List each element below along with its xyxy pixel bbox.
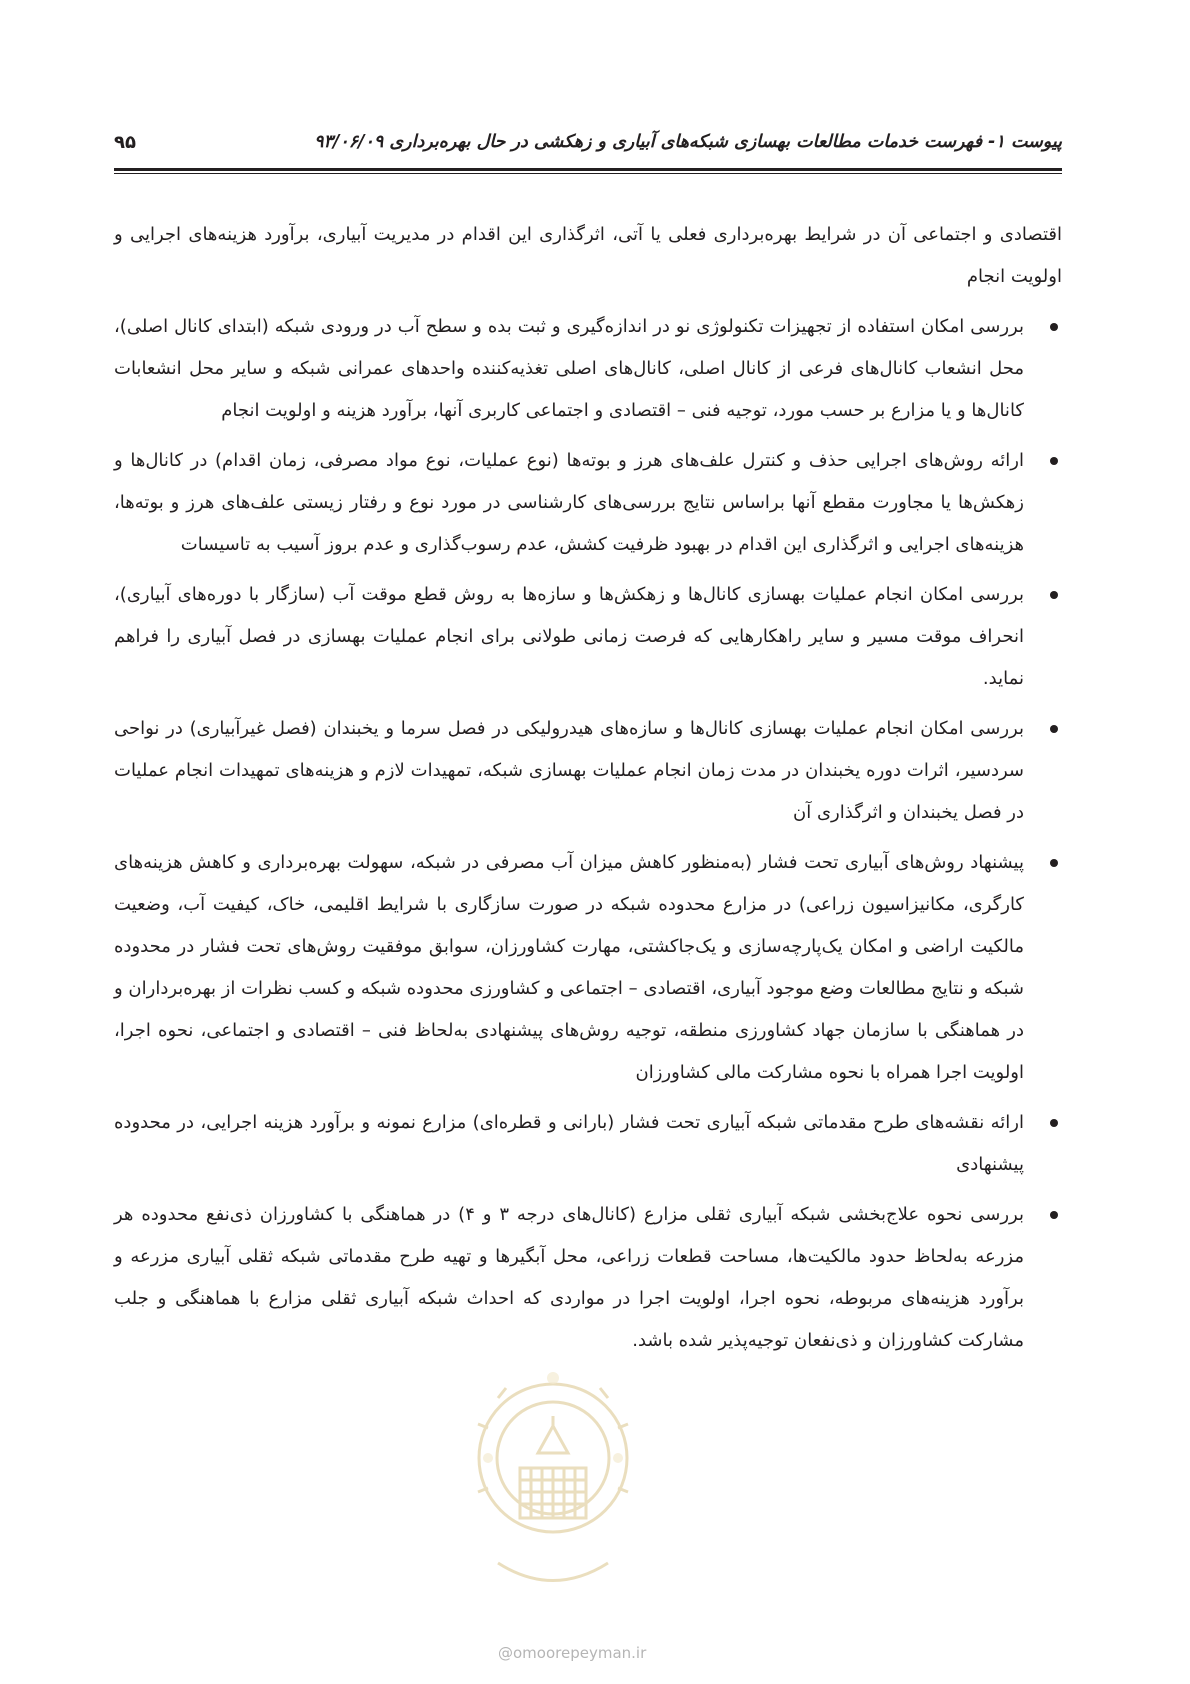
list-item — [114, 1102, 1062, 1186]
list-item — [114, 440, 1062, 566]
list-item — [114, 842, 1062, 1094]
list-item — [114, 306, 1062, 432]
bullet-icon — [1050, 591, 1058, 599]
list-item — [114, 708, 1062, 834]
list-item — [114, 574, 1062, 700]
list-item-text: بررسی نحوه علاج‌بخشی شبکه آبیاری ثقلی مزارع (کانال‌های درجه ۳ و ۴) در هماهنگی با کشاورزان ذی‌نفع محدوده هر مزرعه به‌لحاظ حدود مالکیت‌ها، مساحت قطعات زراعی، محل آبگیرها و تهیه طرح مقدماتی شبکه ثقلی آبیاری مزرعه و برآورد هزینه‌های مربوطه، نحوه اجرا، اولویت اجرا در مواردی که احداث شبکه آبیاری ثقلی مزارع با هماهنگی و جلب مشارکت کشاورزان و ذی‌نفعان توجیه‌پذیر شده باشد. — [114, 1204, 1024, 1351]
bullet-icon — [1050, 859, 1058, 867]
header-rule-thick — [114, 168, 1062, 171]
intro-paragraph: اقتصادی و اجتماعی آن در شرایط بهره‌برداری فعلی یا آتی، اثرگذاری این اقدام در مدیریت آبیاری، برآورد هزینه‌های اجرایی و اولویت انجام — [114, 224, 1062, 287]
list-item-text: بررسی امکان استفاده از تجهیزات تکنولوژی نو در اندازه‌گیری و ثبت بده و سطح آب در ورودی شبکه (ابتدای کانال اصلی)، محل انشعاب کانال‌های فرعی از کانال اصلی، کانال‌های اصلی تغذیه‌کننده واحدهای عمرانی شبکه و سایر محل انشعابات کانال‌ها و یا مزارع بر حسب مورد، توجیه فنی – اقتصادی و اجتماعی کاربری آنها، برآورد هزینه و اولویت انجام — [114, 316, 1024, 421]
header-rule-thin — [114, 173, 1062, 174]
list-item-text: ارائه روش‌های اجرایی حذف و کنترل علف‌های هرز و بوته‌ها (نوع عملیات، نوع مواد مصرفی، زمان اقدام) در کانال‌ها و زهکش‌ها یا مجاورت مقطع آنها براساس نتایج بررسی‌های کارشناسی در مورد نوع و رفتار زیستی علف‌های هرز و بوته‌ها، هزینه‌های اجرایی و اثرگذاری این اقدام در بهبود ظرفیت کشش، عدم رسوب‌گذاری و عدم بروز آسیب به تاسیسات — [114, 450, 1024, 555]
list-item — [114, 1194, 1062, 1362]
bullet-icon — [1050, 725, 1058, 733]
list-item-text: بررسی امکان انجام عملیات بهسازی کانال‌ها و سازه‌های هیدرولیکی در فصل سرما و یخبندان (فصل غیرآبیاری) در نواحی سردسیر، اثرات دوره یخبندان در مدت زمان انجام عملیات بهسازی شبکه، تمهیدات لازم و هزینه‌های تمهیدات انجام عملیات در فصل یخبندان و اثرگذاری آن — [114, 718, 1024, 823]
bullet-icon — [1050, 1211, 1058, 1219]
bullet-icon — [1050, 323, 1058, 331]
list-item-text: ارائه نقشه‌های طرح مقدماتی شبکه آبیاری تحت فشار (بارانی و قطره‌ای) مزارع نمونه و برآورد هزینه اجرایی، در محدوده پیشنهادی — [114, 1112, 1024, 1175]
body-content — [114, 214, 1062, 1370]
list-item-text: بررسی امکان انجام عملیات بهسازی کانال‌ها و زهکش‌ها و سازه‌ها به روش قطع موقت آب (سازگار با دوره‌های آبیاری)، انحراف موقت مسیر و سایر راهکارهایی که فرصت زمانی طولانی برای انجام عملیات بهسازی در فصل آبیاری را فراهم نماید. — [114, 584, 1024, 689]
bullet-list — [114, 306, 1062, 1362]
page-header — [114, 130, 1062, 170]
bullet-icon — [1050, 457, 1058, 465]
page-number: ۹۵ — [114, 132, 136, 153]
bullet-icon — [1050, 1119, 1058, 1127]
header-title: پیوست ۱- فهرست خدمات مطالعات بهسازی شبکه‌های آبیاری و زهکشی در حال بهره‌برداری ۹۳/۰۶/۰۹ — [314, 132, 1062, 152]
list-item-text: پیشنهاد روش‌های آبیاری تحت فشار (به‌منظور کاهش میزان آب مصرفی در شبکه، سهولت بهره‌برداری و کاهش هزینه‌های کارگری، مکانیزاسیون زراعی) در مزارع محدوده شبکه در صورت سازگاری با شرایط اقلیمی، خاک، کیفیت آب، وضعیت مالکیت اراضی و امکان یک‌پارچه‌سازی و یک‌جاکشتی، مهارت کشاورزان، سوابق موفقیت روش‌های تحت فشار در محدوده شبکه و نتایج مطالعات وضع موجود آبیاری، اقتصادی – اجتماعی و کشاورزی محدوده شبکه و کسب نظرات از بهره‌برداران و در هماهنگی با سازمان جهاد کشاورزی منطقه، توجیه روش‌های پیشنهادی به‌لحاظ فنی – اقتصادی و اجتماعی، نحوه اجرا، اولویت اجرا همراه با نحوه مشارکت مالی کشاورزان — [114, 852, 1024, 1083]
watermark-url: @omoorepeyman.ir — [498, 1644, 647, 1662]
watermark-logo-icon — [468, 1358, 638, 1598]
